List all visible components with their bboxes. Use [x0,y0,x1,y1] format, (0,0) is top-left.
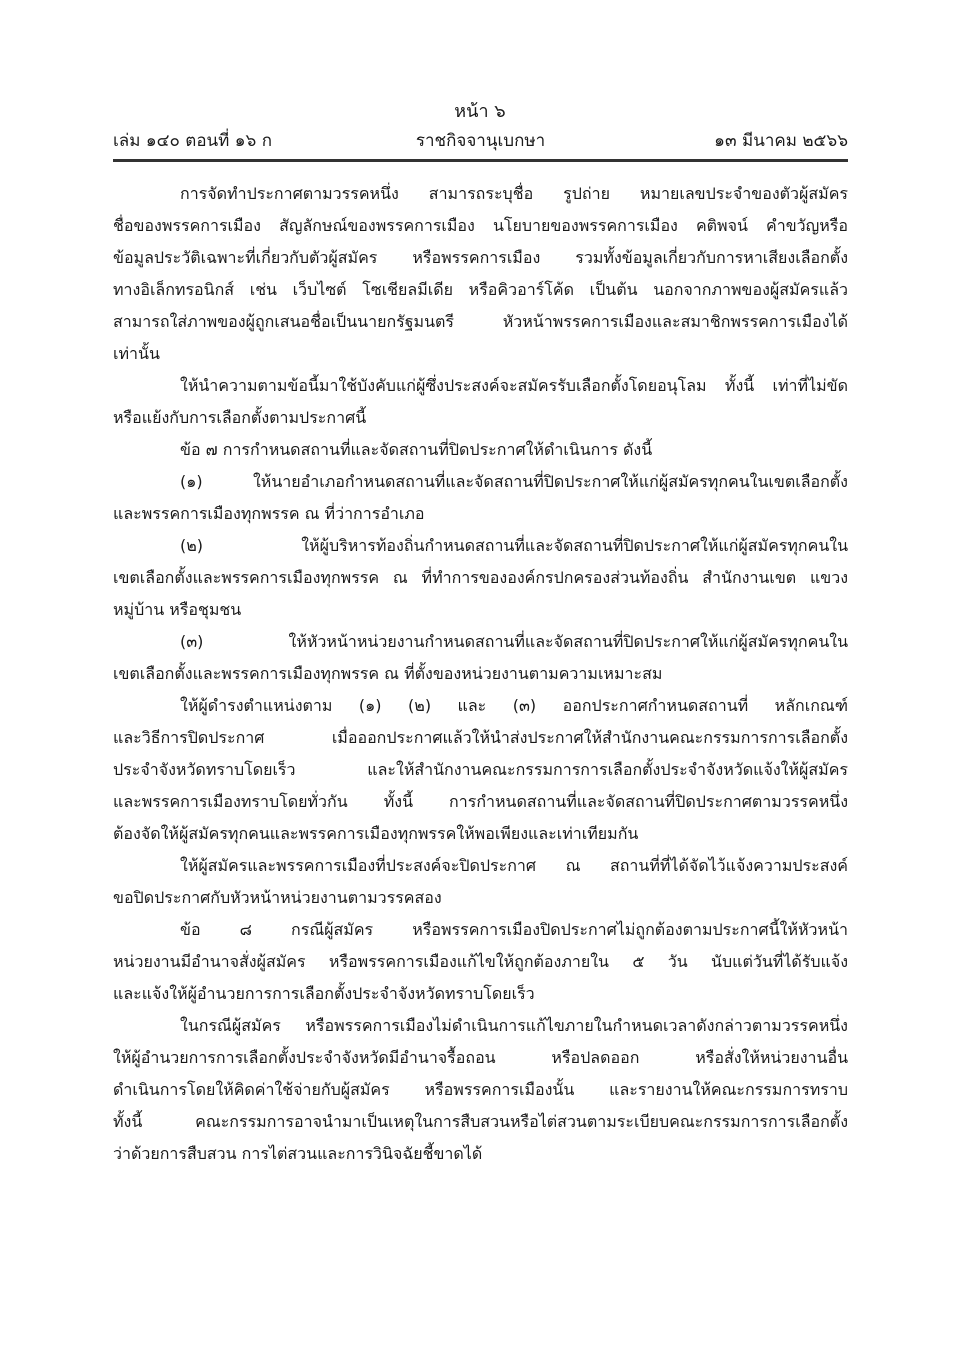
text-line: ประจำจังหวัดทราบโดยเร็ว และให้สำนักงานคณะกรรมการการเลือกตั้งประจำจังหวัดแจ้งให้ผู้สมัคร [113,760,848,779]
volume-issue: เล่ม ๑๔๐ ตอนที่ ๑๖ ก [113,131,273,151]
text-line: ในกรณีผู้สมัคร หรือพรรคการเมืองไม่ดำเนินการแก้ไขภายในกำหนดเวลาดังกล่าวตามวรรคหนึ่ง [180,1016,848,1035]
text-line: ให้นำความตามข้อนี้มาใช้บังคับแก่ผู้ซึ่งประสงค์จะสมัครรับเลือกตั้งโดยอนุโลม ทั้งนี้ เท่าที่ไม่ขัด [180,376,848,395]
text-line: ว่าด้วยการสืบสวน การไต่สวนและการวินิจฉัยชี้ขาดได้ [113,1144,483,1163]
text-line: การจัดทำประกาศตามวรรคหนึ่ง สามารถระบุชื่อ รูปถ่าย หมายเลขประจำของตัวผู้สมัคร [180,184,848,203]
paragraph [113,914,848,1010]
publication-date: ๑๓ มีนาคม ๒๕๖๖ [714,131,848,151]
paragraph [113,466,848,530]
text-line: สามารถใส่ภาพของผู้ถูกเสนอชื่อเป็นนายกรัฐมนตรี หัวหน้าพรรคการเมืองและสมาชิกพรรคการเมืองได้ [113,312,848,331]
text-line: เขตเลือกตั้งและพรรคการเมืองทุกพรรค ณ ที่ทำการขององค์กรปกครองส่วนท้องถิ่น สำนักงานเขต แขวง [113,568,848,587]
text-line: หรือแย้งกับการเลือกตั้งตามประกาศนี้ [113,408,367,427]
publication-name: ราชกิจจานุเบกษา [415,131,546,151]
text-line: ดำเนินการโดยให้คิดค่าใช้จ่ายกับผู้สมัคร หรือพรรคการเมืองนั้น และรายงานให้คณะกรรมการทราบ [113,1080,848,1099]
paragraph [113,370,848,434]
text-line: ขอปิดประกาศกับหัวหน้าหน่วยงานตามวรรคสอง [113,888,442,907]
text-line: ทางอิเล็กทรอนิกส์ เช่น เว็บไซต์ โซเชียลมีเดีย หรือคิวอาร์โค้ด เป็นต้น นอกจากภาพของผู้สมัครแล้ว [113,280,848,299]
text-line: เท่านั้น [113,344,160,363]
paragraph [113,530,848,626]
text-line: เขตเลือกตั้งและพรรคการเมืองทุกพรรค ณ ที่ตั้งของหน่วยงานตามความเหมาะสม [113,664,663,683]
text-line: หมู่บ้าน หรือชุมชน [113,600,242,619]
paragraph [113,626,848,690]
text-line: และพรรคการเมืองทุกพรรค ณ ที่ว่าการอำเภอ [113,504,425,523]
paragraph [113,178,848,370]
text-line: และพรรคการเมืองทราบโดยทั่วกัน ทั้งนี้ การกำหนดสถานที่และจัดสถานที่ปิดประกาศตามวรรคหนึ่ง [113,792,848,811]
header-rule [113,159,848,162]
text-line: ทั้งนี้ คณะกรรมการอาจนำมาเป็นเหตุในการสืบสวนหรือไต่สวนตามระเบียบคณะกรรมการการเลือกตั้ง [113,1112,848,1131]
text-line: (๒) ให้ผู้บริหารท้องถิ่นกำหนดสถานที่และจัดสถานที่ปิดประกาศให้แก่ผู้สมัครทุกคนใน [180,536,848,555]
text-line: ชื่อของพรรคการเมือง สัญลักษณ์ของพรรคการเมือง นโยบายของพรรคการเมือง คติพจน์ คำขวัญหรือ [113,216,848,235]
text-line: (๓) ให้หัวหน้าหน่วยงานกำหนดสถานที่และจัดสถานที่ปิดประกาศให้แก่ผู้สมัครทุกคนใน [180,632,848,651]
paragraph [113,690,848,850]
text-line: ให้ผู้อำนวยการการเลือกตั้งประจำจังหวัดมีอำนาจรื้อถอน หรือปลดออก หรือสั่งให้หน่วยงานอื่น [113,1048,848,1067]
text-line: ให้ผู้สมัครและพรรคการเมืองที่ประสงค์จะปิดประกาศ ณ สถานที่ที่ได้จัดไว้แจ้งความประสงค์ [180,856,848,875]
text-line: (๑) ให้นายอำเภอกำหนดสถานที่และจัดสถานที่ปิดประกาศให้แก่ผู้สมัครทุกคนในเขตเลือกตั้ง [180,472,848,491]
text-line: ข้อ ๘ กรณีผู้สมัคร หรือพรรคการเมืองปิดประกาศไม่ถูกต้องตามประกาศนี้ให้หัวหน้า [180,920,848,939]
text-line: ข้อมูลประวัติเฉพาะที่เกี่ยวกับตัวผู้สมัคร หรือพรรคการเมือง รวมทั้งข้อมูลเกี่ยวกับการหาเสียงเลือกตั้ง [113,248,848,267]
paragraph [113,850,848,914]
text-line: หน่วยงานมีอำนาจสั่งผู้สมัคร หรือพรรคการเมืองแก้ไขให้ถูกต้องภายใน ๕ วัน นับแต่วันที่ได้รับแจ้ง [113,952,848,971]
gazette-header [113,127,848,155]
paragraph [113,1010,848,1170]
text-line: และแจ้งให้ผู้อำนวยการการเลือกตั้งประจำจังหวัดทราบโดยเร็ว [113,984,535,1003]
text-line: ข้อ ๗ การกำหนดสถานที่และจัดสถานที่ปิดประกาศให้ดำเนินการ ดังนี้ [180,440,653,459]
text-line: ให้ผู้ดำรงตำแหน่งตาม (๑) (๒) และ (๓) ออกประกาศกำหนดสถานที่ หลักเกณฑ์ [180,696,848,715]
text-line: ต้องจัดให้ผู้สมัครทุกคนและพรรคการเมืองทุกพรรคให้พอเพียงและเท่าเทียมกัน [113,824,639,843]
page-number: หน้า ๖ [454,101,506,122]
paragraph [113,434,848,466]
text-line: และวิธีการปิดประกาศ เมื่อออกประกาศแล้วให้นำส่งประกาศให้สำนักงานคณะกรรมการการเลือกตั้ง [113,728,848,747]
document-body [113,178,848,1170]
